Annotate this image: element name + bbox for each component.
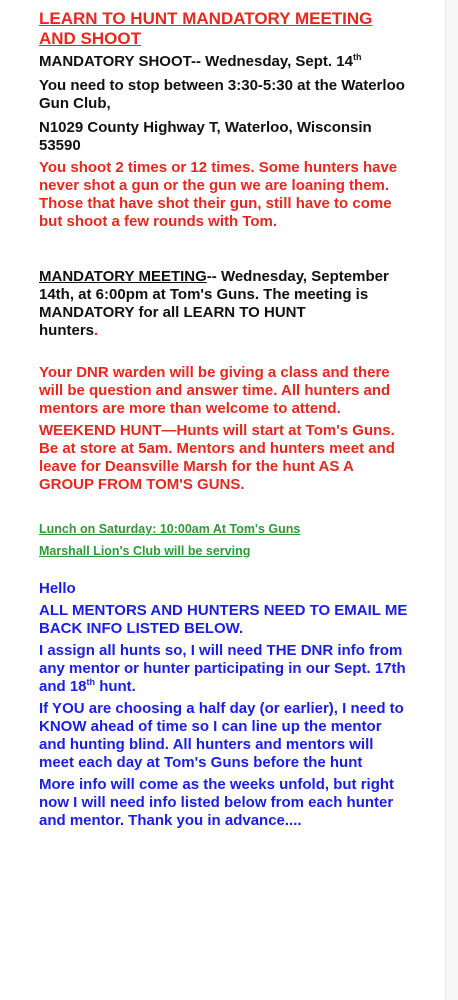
meeting-text: -- Wednesday, September 14th, at 6:00pm at Tom's Guns. The meeting is MANDATORY for all LEARN TO HUNT: [39, 268, 389, 321]
closing-note: More info will come as the weeks unfold, but right now I will need info listed below from each hunter and mentor. Thank you in advance....: [39, 776, 395, 829]
scrollbar-track[interactable]: [445, 0, 458, 1000]
shoot-date: [39, 53, 411, 71]
meeting-hunters: hunters: [39, 322, 95, 339]
meeting-dot: .: [94, 322, 99, 339]
greeting: Hello: [39, 580, 76, 597]
dnr-info-request: [39, 642, 411, 696]
lunch-time: Lunch on Saturday: 10:00am At Tom's Guns: [39, 522, 301, 536]
shoot-date-sup: th: [352, 52, 362, 62]
weekend-hunt: WEEKEND HUNT—Hunts will start at Tom's Guns. Be at store at 5am. Mentors and hunters meet and leave for Deansville Marsh for the hunt AS A GROUP FROM TOM'S GUNS.: [39, 422, 395, 493]
lunch-server: Marshall Lion's Club will be serving: [39, 544, 251, 558]
dnr-info-sup: th: [86, 677, 96, 687]
meeting-label: MANDATORY MEETING: [39, 268, 207, 285]
shoot-date-text: MANDATORY SHOOT-- Wednesday, Sept. 14: [39, 53, 353, 70]
shoot-address: N1029 County Highway T, Waterloo, Wisconsin 53590: [39, 119, 372, 154]
half-day-note: If YOU are choosing a half day (or earlier), I need to KNOW ahead of time so I can line up the mentor and hunting blind. All hunters and mentors will meet each day at Tom's Guns before the hunt: [39, 700, 404, 771]
shoot-note: You shoot 2 times or 12 times. Some hunters have never shot a gun or the gun we are loaning them. Those that have shot their gun, still have to come but shoot a few rounds with Tom.: [39, 159, 398, 230]
email-request: ALL MENTORS AND HUNTERS NEED TO EMAIL ME BACK INFO LISTED BELOW.: [39, 602, 408, 637]
message-content: [39, 9, 411, 830]
meeting-info: [39, 268, 411, 340]
page-title: LEARN TO HUNT MANDATORY MEETING AND SHOOT: [39, 9, 373, 48]
dnr-class: Your DNR warden will be giving a class and there will be question and answer time. All hunters and mentors are more than welcome to attend.: [39, 364, 391, 417]
dnr-info-end: hunt.: [95, 678, 136, 695]
shoot-time: You need to stop between 3:30-5:30 at the Waterloo Gun Club,: [39, 77, 405, 112]
dnr-info-text: I assign all hunts so, I will need THE DNR info from any mentor or hunter participating in our Sept. 17th and 18: [39, 642, 406, 695]
